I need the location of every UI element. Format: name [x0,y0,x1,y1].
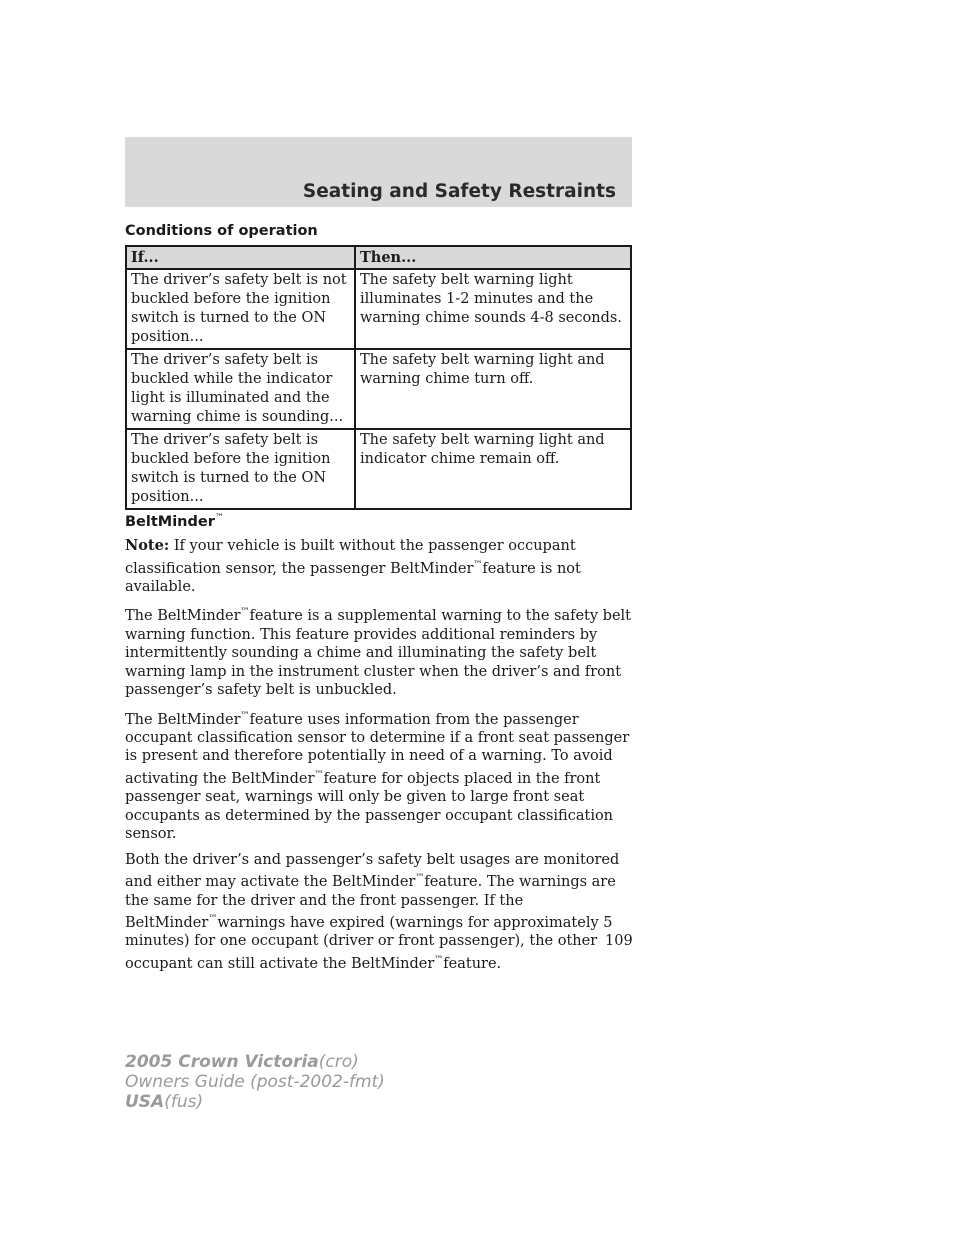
table-cell: The safety belt warning light and warning chime turn off. [355,349,631,429]
beltminder-heading: BeltMinder™ [125,513,224,530]
footer-line: 2005 Crown Victoria(cro) [125,1052,359,1072]
table-cell: The safety belt warning light and indicator chime remain off. [355,429,631,509]
note-paragraph: Note: If your vehicle is built without the passenger occupant classification sensor, the passenger BeltMinder™feature is not available. [125,537,581,595]
footer-line: Owners Guide (post-2002-fmt) [125,1072,385,1092]
conditions-table [125,245,632,510]
table-row [126,269,631,349]
section-header-band [125,137,632,207]
footer-line: USA(fus) [125,1092,204,1112]
note-label: Note: [125,537,170,554]
table-cell: The driver’s safety belt is buckled before the ignition switch is turned to the ON position... [126,429,355,509]
table-row [126,429,631,509]
body-paragraph: The BeltMinder™feature is a supplemental warning to the safety belt warning function. This feature provides additional reminders by intermittently sounding a chime and illuminating the safety belt warning lamp in the instrument cluster when the driver’s and front passenger’s safety belt is unbuckled. [125,607,632,699]
table-row [126,349,631,429]
document-footer [125,1052,385,1112]
table-header-row [126,246,631,269]
beltminder-body [125,537,637,980]
table-cell: The driver’s safety belt is buckled while the indicator light is illuminated and the warning chime is sounding... [126,349,355,429]
trademark-symbol: ™ [214,513,224,523]
table-header-then: Then... [355,246,631,269]
body-paragraph: The BeltMinder™feature uses information from the passenger occupant classification sensor to determine if a front seat passenger is present and therefore potentially in need of a warning. To avoid activating the BeltMinder™feature for objects placed in the front passenger seat, warnings will only be given to large front seat occupants as determined by the passenger occupant classification sensor. [125,710,630,843]
table-cell: The safety belt warning light illuminates 1-2 minutes and the warning chime sounds 4-8 seconds. [355,269,631,349]
conditions-heading: Conditions of operation [125,223,318,239]
table-cell: The driver’s safety belt is not buckled before the ignition switch is turned to the ON position... [126,269,355,349]
body-paragraph: Both the driver’s and passenger’s safety belt usages are monitored and either may activate the BeltMinder™feature. The warnings are the same for the driver and the front passenger. If the BeltMinder™warnings have expired (warnings for approximately 5 minutes) for one occupant (driver or front passenger), the other occupant can still activate the BeltMinder™feature. [125,851,620,972]
table-header-if: If... [126,246,355,269]
page-number: 109 [605,933,633,949]
section-title: Seating and Safety Restraints [302,181,616,202]
